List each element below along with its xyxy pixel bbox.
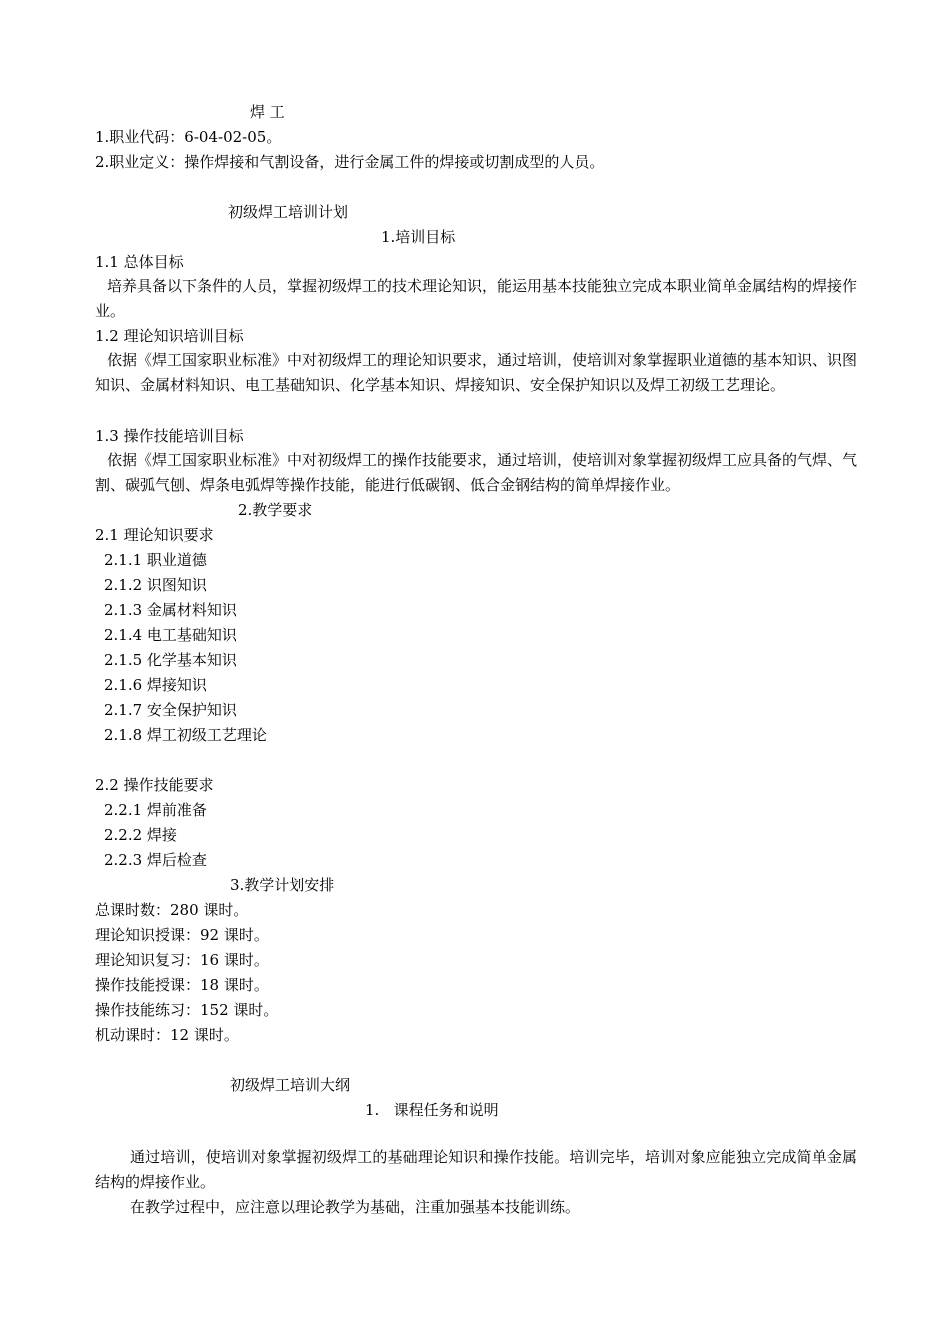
hours-line: 理论知识复习：16 课时。	[95, 951, 269, 969]
list-item: 2.2.1 焊前准备	[104, 801, 207, 819]
hours-line: 机动课时：12 课时。	[95, 1026, 239, 1044]
section-heading-2: 2.教学要求	[238, 501, 313, 519]
subsection-heading-2-1: 2.1 理论知识要求	[95, 526, 214, 544]
subsection-heading-1-2: 1.2 理论知识培训目标	[95, 327, 244, 345]
section-heading-3: 3.教学计划安排	[230, 876, 335, 894]
occupation-code: 1.职业代码：6-04-02-05。	[95, 128, 282, 146]
hours-line: 操作技能授课：18 课时。	[95, 976, 269, 994]
outline-section-heading-1: 1. 课程任务和说明	[365, 1101, 499, 1119]
list-item: 2.1.7 安全保护知识	[104, 701, 237, 719]
list-item: 2.1.5 化学基本知识	[104, 651, 237, 669]
document-title: 焊 工	[250, 103, 285, 121]
list-item: 2.1.3 金属材料知识	[104, 601, 237, 619]
subsection-heading-2-2: 2.2 操作技能要求	[95, 776, 214, 794]
hours-line: 操作技能练习：152 课时。	[95, 1001, 279, 1019]
outline-title: 初级焊工培训大纲	[230, 1076, 351, 1094]
outline-paragraph-1: 通过培训，使培训对象掌握初级焊工的基础理论知识和操作技能。培训完毕，培训对象应能独立完成简单金属结构的焊接作业。	[95, 1148, 857, 1191]
subsection-heading-1-3: 1.3 操作技能培训目标	[95, 427, 244, 445]
list-item: 2.2.2 焊接	[104, 826, 177, 844]
paragraph-1-1: 培养具备以下条件的人员，掌握初级焊工的技术理论知识，能运用基本技能独立完成本职业简单金属结构的焊接作业。	[95, 277, 858, 320]
list-item: 2.2.3 焊后检查	[104, 851, 207, 869]
outline-paragraph-2: 在教学过程中，应注意以理论教学为基础，注重加强基本技能训练。	[130, 1198, 581, 1216]
paragraph-1-2: 依据《焊工国家职业标准》中对初级焊工的理论知识要求，通过培训，使培训对象掌握职业道德的基本知识、识图知识、金属材料知识、电工基础知识、化学基本知识、焊接知识、安全保护知识以及焊工初级工艺理论。	[95, 351, 858, 394]
list-item: 2.1.6 焊接知识	[104, 676, 207, 694]
list-item: 2.1.4 电工基础知识	[104, 626, 237, 644]
subsection-heading-1-1: 1.1 总体目标	[95, 253, 184, 271]
hours-line: 理论知识授课：92 课时。	[95, 926, 269, 944]
occupation-definition: 2.职业定义：操作焊接和气割设备，进行金属工件的焊接或切割成型的人员。	[95, 153, 605, 171]
hours-line: 总课时数：280 课时。	[95, 901, 249, 919]
paragraph-1-3: 依据《焊工国家职业标准》中对初级焊工的操作技能要求，通过培训，使培训对象掌握初级焊工应具备的气焊、气割、碳弧气刨、焊条电弧焊等操作技能，能进行低碳钢、低合金钢结构的简单焊接作业。	[95, 451, 858, 494]
list-item: 2.1.2 识图知识	[104, 576, 207, 594]
section-heading-1: 1.培训目标	[381, 228, 456, 246]
plan-title: 初级焊工培训计划	[228, 203, 349, 221]
list-item: 2.1.1 职业道德	[104, 551, 207, 569]
list-item: 2.1.8 焊工初级工艺理论	[104, 726, 267, 744]
